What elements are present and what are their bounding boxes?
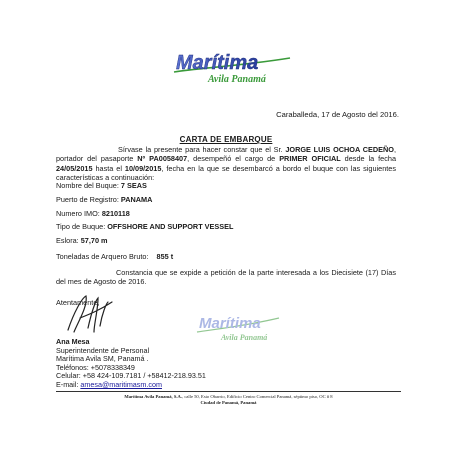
signer-email-line: E-mail: amesa@maritimasm.com bbox=[56, 379, 162, 389]
logo-name: Marítima bbox=[176, 52, 259, 74]
signer-name: Ana Mesa bbox=[56, 337, 90, 346]
signer-role: Superintendente de Personal bbox=[56, 345, 150, 355]
vessel-imo-field: Numero IMO: 8210118 bbox=[56, 209, 130, 218]
company-stamp bbox=[195, 310, 281, 346]
passport-number: Nº PA0058407 bbox=[137, 154, 188, 164]
company-logo bbox=[170, 48, 294, 88]
logo-subtitle: Avila Panamá bbox=[208, 74, 266, 85]
signer-mobile: Celular: +58 424-109.7181 / +58412-218.93.51 bbox=[56, 371, 206, 380]
signer-phones: Teléfonos: +5078338349 bbox=[56, 362, 135, 372]
regards-text: Atentamente, bbox=[56, 298, 100, 307]
letter-date: Caraballeda, 17 de Agosto del 2016. bbox=[276, 110, 399, 119]
signature-image bbox=[60, 292, 120, 336]
signer-block bbox=[56, 338, 206, 389]
vessel-tonnage-field: Toneladas de Arquero Bruto: 855 t bbox=[56, 252, 174, 261]
closing-paragraph: Constancia que se expide a petición de la parte interesada a los Diecisiete (17) Días del mes de Agosto de 2016. bbox=[56, 268, 396, 287]
crew-position: PRIMER OFICIAL bbox=[279, 154, 341, 164]
signer-company: Marítima Avila SM, Panamá . bbox=[56, 354, 149, 363]
vessel-port-field: Puerto de Registro: PANAMA bbox=[56, 195, 153, 204]
vessel-name-field: Nombre del Buque: 7 SEAS bbox=[56, 181, 147, 190]
footer-divider bbox=[56, 391, 401, 392]
signer-email-link[interactable]: amesa@maritimasm.com bbox=[80, 379, 162, 389]
stamp-subtitle: Avila Panamá bbox=[221, 333, 268, 342]
intro-paragraph: Sírvase la presente para hacer constar que el Sr. JORGE LUIS OCHOA CEDEÑO, portador del pasaporte Nº PA0058407, desempeñó el cargo de PRIMER OFICIAL desde la fecha 24/05/2015 hasta el 10/09/2015, fecha en la que se desembarcó a bordo el buque con las siguientes características a continuación: bbox=[56, 145, 397, 183]
date-to: 10/09/2015 bbox=[124, 163, 162, 173]
letter-title: CARTA DE EMBARQUE bbox=[179, 135, 273, 144]
vessel-length-field: Eslora: 57,70 m bbox=[56, 236, 108, 245]
vessel-type-field: Tipo de Buque: OFFSHORE AND SUPPORT VESSEL bbox=[56, 222, 234, 231]
letter-footer: Marítima Avila Panamá, S.A., calle 50, Esto Obarrio, Edificio Centro Comercial Panamá, séptimo piso, OC # 8 Ciudad de Panamá, Panamá bbox=[124, 394, 333, 405]
stamp-name: Marítima bbox=[199, 315, 261, 332]
crew-name: JORGE LUIS OCHOA CEDEÑO bbox=[285, 145, 394, 154]
date-from: 24/05/2015 bbox=[56, 163, 93, 173]
